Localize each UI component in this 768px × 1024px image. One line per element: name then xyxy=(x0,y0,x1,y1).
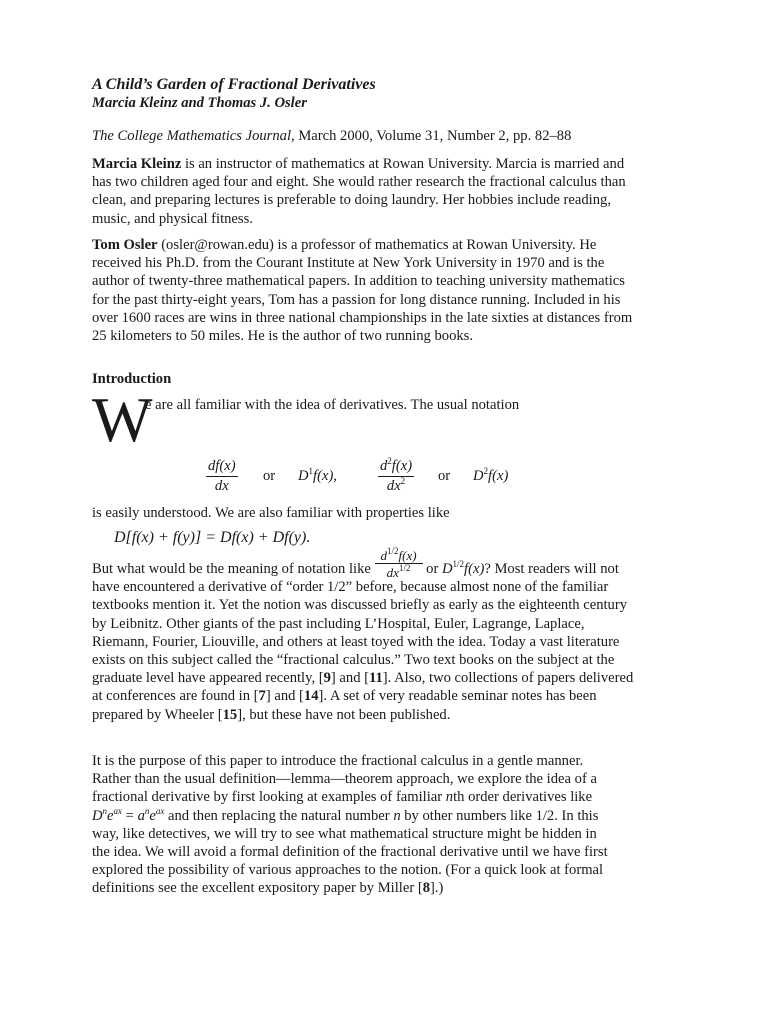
equation-first-derivative-fraction: $\frac{df(x)}{dx}$ xyxy=(208,458,236,494)
equation-or-1: or xyxy=(263,468,276,484)
equation-second-derivative-fraction: $\frac{d^2f(x)}{dx^2}$ xyxy=(380,456,413,494)
journal-details: , March 2000, Volume 31, Number 2, pp. 82–88 xyxy=(291,128,572,144)
bio-kleinz-text: is an instructor of mathematics at Rowan University. Marcia is married and has two children aged four and eight. She would rather research the fractional calculus than clean, and preparing lectures is preferable to doing laundry. Her hobbies include reading, music, and physical fitness. xyxy=(92,156,626,227)
inline-exponential-derivative: $D^ne^{ax} = a^ne^{ax}$ xyxy=(92,805,165,824)
equation-first-derivative-operator: $D^1f(x)$, xyxy=(298,466,337,484)
bio-osler-name: Tom Osler xyxy=(92,237,158,253)
journal-name: The College Mathematics Journal xyxy=(92,128,292,144)
intro-paragraph-purpose: It is the purpose of this paper to introduce the fractional calculus in a gentle manner. Rather than the usual definition—lemma—theorem approach, we explore the idea of a fractional derivative by first looking at examples of familiar nth order derivatives like $D^ne^{ax} = a^ne^{ax}$ and then replacing the natural number n by other numbers like 1/2. In this way, like detectives, we will try to see what mathematical structure might be hidden in the idea. We will avoid a formal definition of the fractional derivative until we have first explored the possibility of various approaches to the notion. (For a quick look at formal definitions see the excellent expository paper by Miller [8].) xyxy=(92,753,608,897)
bio-kleinz-name: Marcia Kleinz xyxy=(92,156,182,172)
journal-citation xyxy=(92,127,571,145)
equation-linearity-property: D[f(x) + f(y)] = Df(x) + Df(y). xyxy=(114,529,311,546)
paper-title: A Child’s Garden of Fractional Derivatives xyxy=(92,76,376,93)
bio-osler xyxy=(92,236,637,345)
inline-half-derivative-fraction: $\frac{d^{1/2}f(x)}{dx^{1/2}}$ xyxy=(375,560,423,578)
intro-first-line: e are all familiar with the idea of derivatives. The usual notation xyxy=(145,397,520,413)
bio-osler-text: (osler@rowan.edu) is a professor of mathematics at Rowan University. He received his Ph.D. from the Courant Institute at New York University in 1970 and is the author of twenty-three mathematical papers. In addition to teaching university mathematics for the past thirty-eight years, Tom has a passion for long distance running. Included in his over 1600 races are wins in three national championships in the late sixties at distances from 25 kilometers to 50 miles. He is the author of two running books. xyxy=(92,237,633,345)
equation-second-derivative-operator: $D^2f(x)$ xyxy=(473,466,509,484)
paper-authors: Marcia Kleinz and Thomas J. Osler xyxy=(92,95,307,111)
intro-paragraph-half-derivative: But what would be the meaning of notation like $\frac{d^{1/2}f(x)}{dx^{1/2}}$ or $D^{1/2}f(x)$? Most readers will not have encountered a derivative of “order 1/2” before, because almost none of the familiar textbooks mention it. Yet the notion was discussed briefly as early as the eighteenth century by Leibnitz. Other giants of the past including L’Hospital, Euler, Lagrange, Laplace, Riemann, Fourier, Liouville, and others at least toyed with the idea. Today a vast literature exists on this subject called the “fractional calculus.” Two text books on the subject at the graduate level have appeared recently, [9] and [11]. Also, two collections of papers delivered at conferences are found in [7] and [14]. A set of very readable seminar notes has been prepared by Wheeler [15], but these have not been published. xyxy=(92,546,634,723)
equation-or-2: or xyxy=(438,468,451,484)
section-heading-introduction: Introduction xyxy=(92,371,172,387)
bio-kleinz xyxy=(92,155,627,228)
intro-easily-understood: is easily understood. We are also familiar with properties like xyxy=(92,505,450,521)
drop-cap: W xyxy=(92,384,153,455)
